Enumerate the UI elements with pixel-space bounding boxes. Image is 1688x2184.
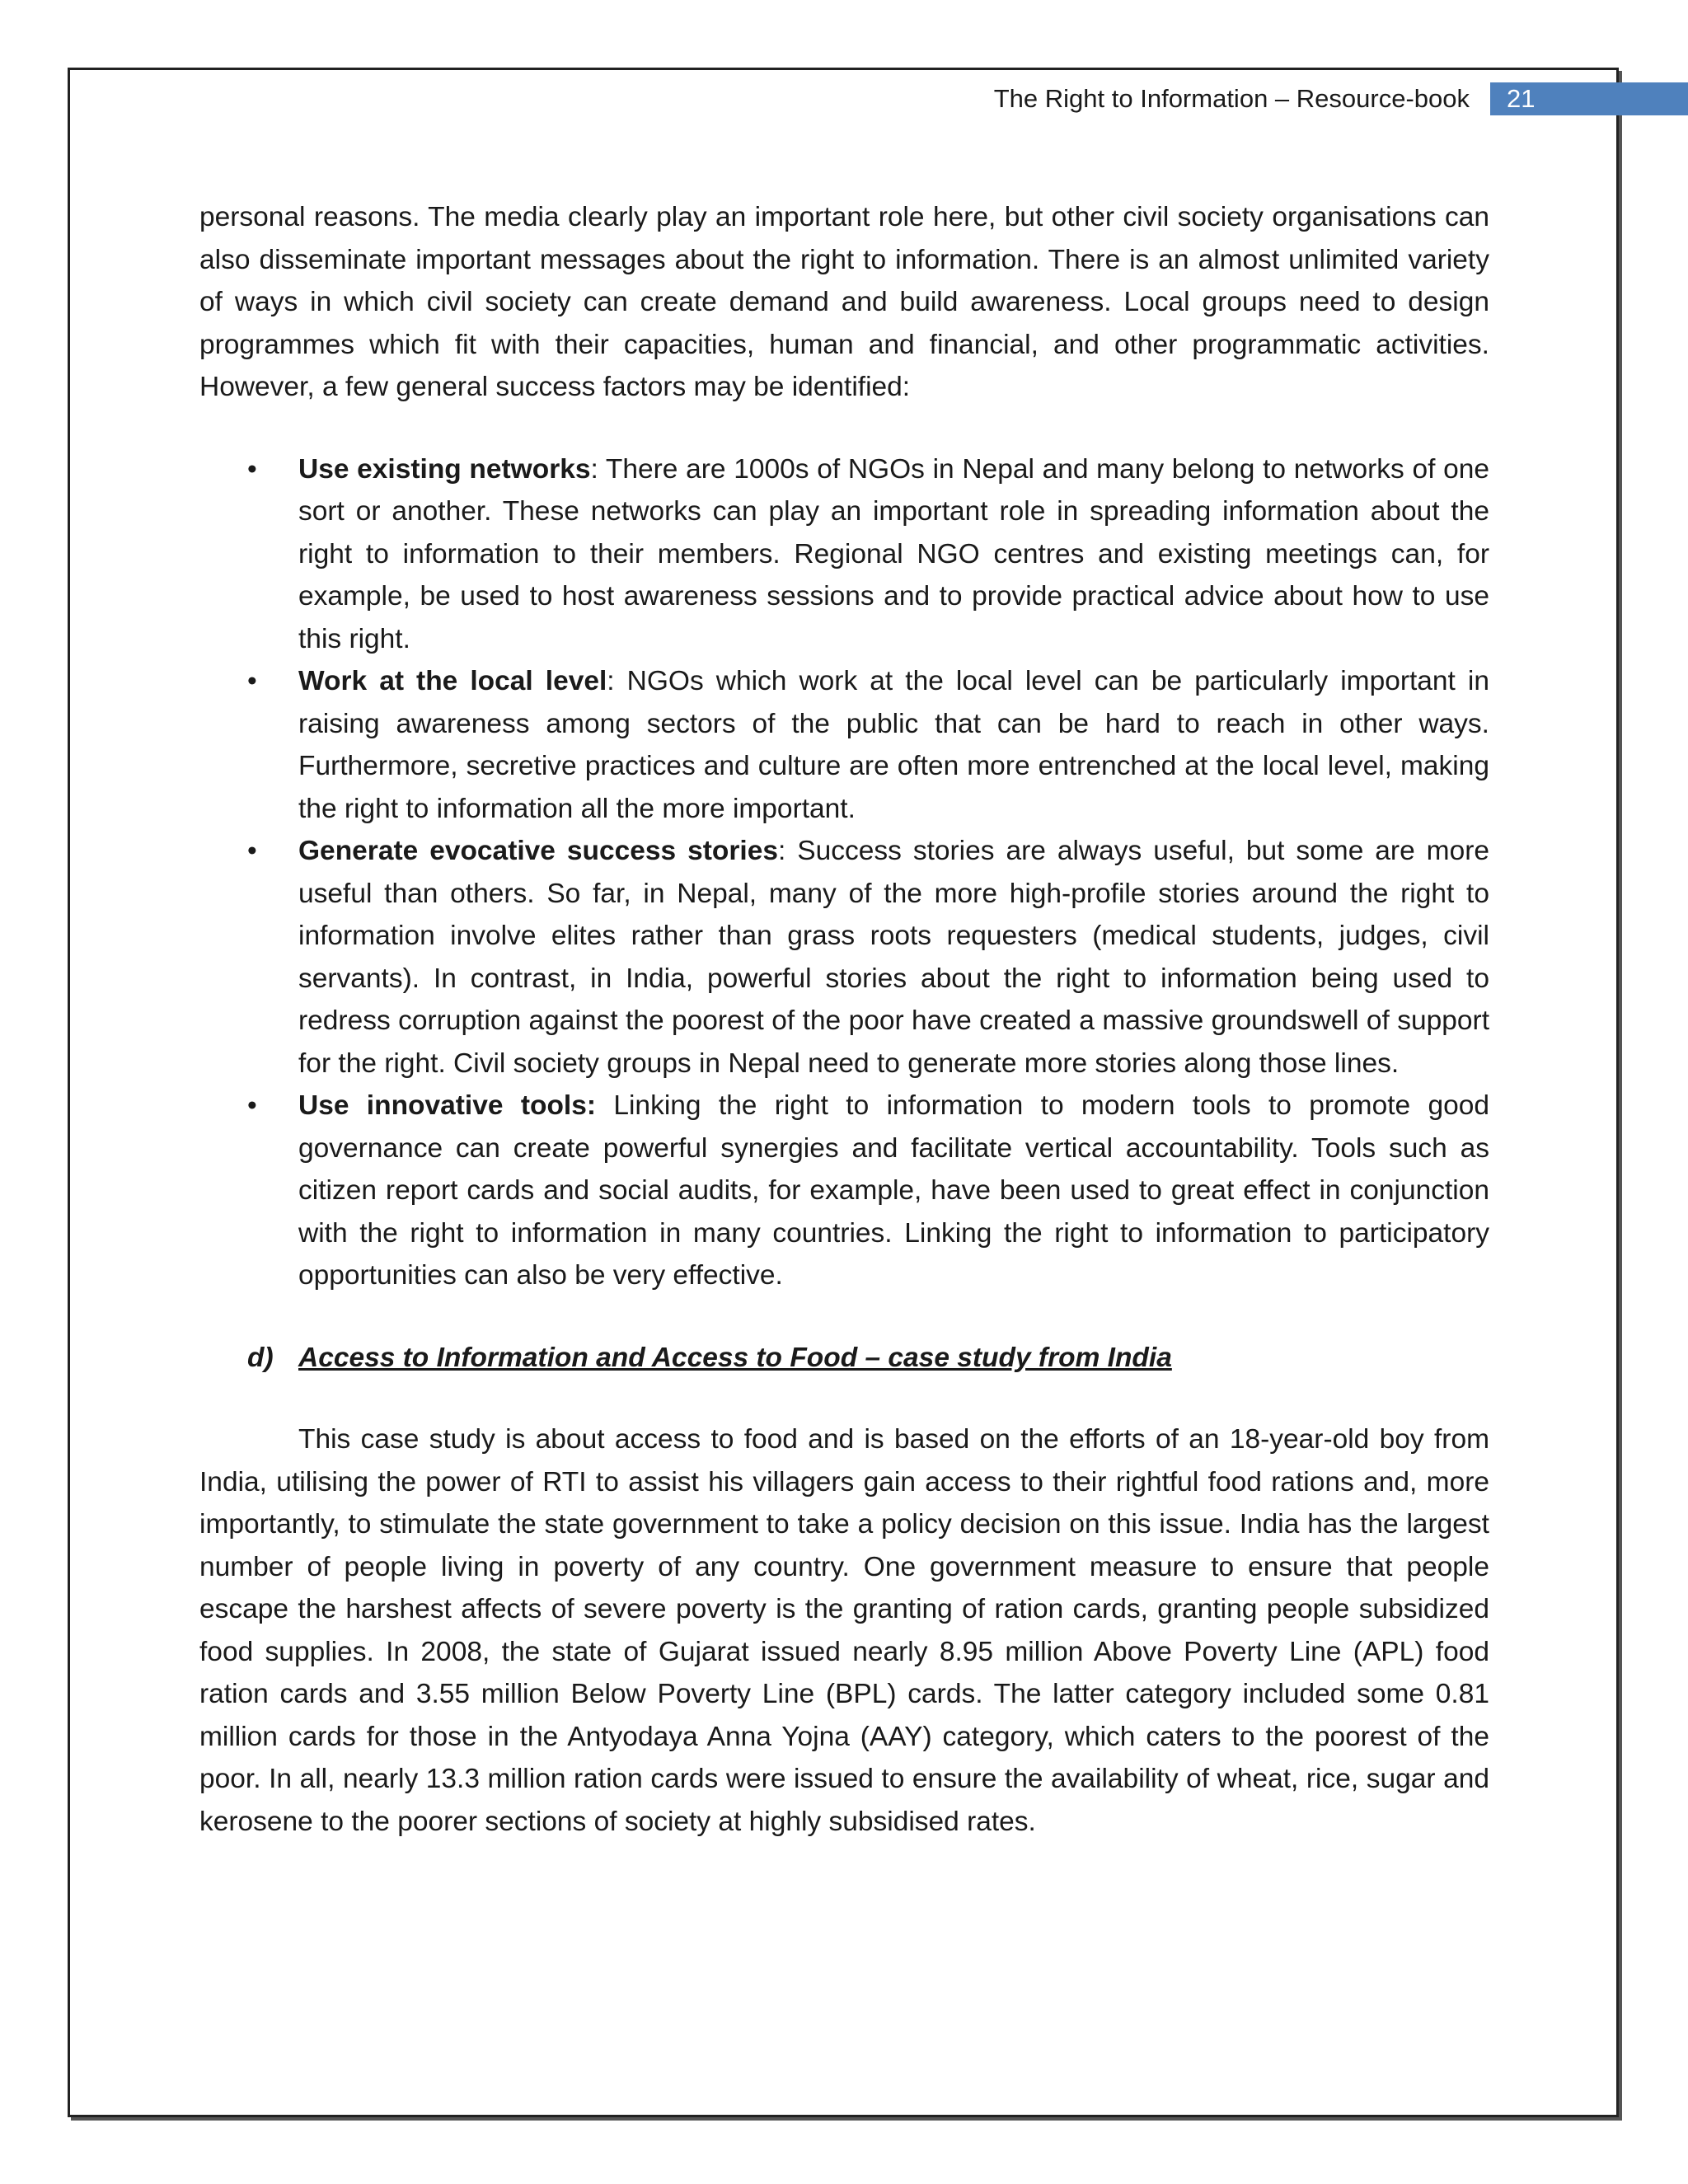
page-content	[199, 196, 1489, 1843]
page-number-box	[1490, 82, 1688, 115]
section-heading	[199, 1337, 1489, 1380]
bullet-title: Generate evocative success stories	[298, 836, 778, 866]
bullet-icon: •	[247, 666, 257, 696]
bullet-text: Linking the right to information to modern tools to promote good governance can create powerful synergies and facilitate vertical accountability. Tools such as citizen report cards and social audits, for example, have been used to great effect in conjunction with the right to information in many countries. Linking the right to information to participatory opportunities can also be very effective.	[298, 1090, 1490, 1291]
bullet-title: Work at the local level	[298, 666, 607, 696]
bullet-text: : Success stories are always useful, but some are more useful than others. So far, in Nepal, many of the more high-profile stories around the right to information involve elites rather than grass roots requesters (medical students, judges, civil servants). In contrast, in India, powerful stories about the right to information being used to redress corruption against the poorest of the poor have created a massive groundswell of support for the right. Civil society groups in Nepal need to generate more stories along those lines.	[298, 836, 1490, 1079]
bullet-icon: •	[247, 836, 257, 866]
bullet-icon: •	[247, 1090, 257, 1121]
bullet-title: Use innovative tools:	[298, 1090, 597, 1121]
page-number: 21	[1507, 84, 1536, 113]
intro-paragraph: personal reasons. The media clearly play an important role here, but other civil society organisations can also disseminate important messages about the right to information. There is an almost unlimited variety of ways in which civil society can create demand and build awareness. Local groups need to design programmes which fit with their capacities, human and financial, and other programmatic activities. However, a few general success factors may be identified:	[199, 202, 1489, 402]
bullet-text: : There are 1000s of NGOs in Nepal and many belong to networks of one sort or another. These networks can play an important role in spreading information about the right to information to their members. Regional NGO centres and existing meetings can, for example, be used to host awareness sessions and to provide practical advice about how to use this right.	[298, 453, 1489, 654]
list-item	[199, 830, 1489, 1085]
bullet-icon: •	[247, 453, 257, 485]
case-study-paragraph: This case study is about access to food and is based on the efforts of an 18-year-old boy from India, utilising the power of RTI to assist his villagers gain access to their rightful food rations and, more importantly, to stimulate the state government to take a policy decision on this issue. India has the largest number of people living in poverty of any country. One government measure to ensure that people escape the harshest affects of severe poverty is the granting of ration cards, granting people subsidized food supplies. In 2008, the state of Gujarat issued nearly 8.95 million Above Poverty Line (APL) food ration cards and 3.55 million Below Poverty Line (BPL) cards. The latter category included some 0.81 million cards for those in the Antyodaya Anna Yojna (AAY) category, which caters to the poorest of the poor. In all, nearly 13.3 million ration cards were issued to ensure the availability of wheat, rice, sugar and kerosene to the poorer sections of society at highly subsidised rates.	[199, 1424, 1489, 1837]
success-factors-list	[199, 448, 1489, 1297]
list-item	[199, 448, 1489, 661]
header-title: The Right to Information – Resource-book	[993, 84, 1470, 113]
bullet-title: Use existing networks	[298, 453, 591, 485]
list-item	[199, 1085, 1489, 1297]
bullet-text: : NGOs which work at the local level can be particularly important in raising awareness among sectors of the public that can be hard to reach in other ways. Furthermore, secretive practices and culture are often more entrenched at the local level, making the right to information all the more important.	[298, 666, 1490, 824]
section-letter: d)	[247, 1342, 274, 1373]
section-title: Access to Information and Access to Food – case study from India	[298, 1342, 1172, 1373]
list-item	[199, 660, 1489, 830]
page-header	[0, 82, 1688, 115]
